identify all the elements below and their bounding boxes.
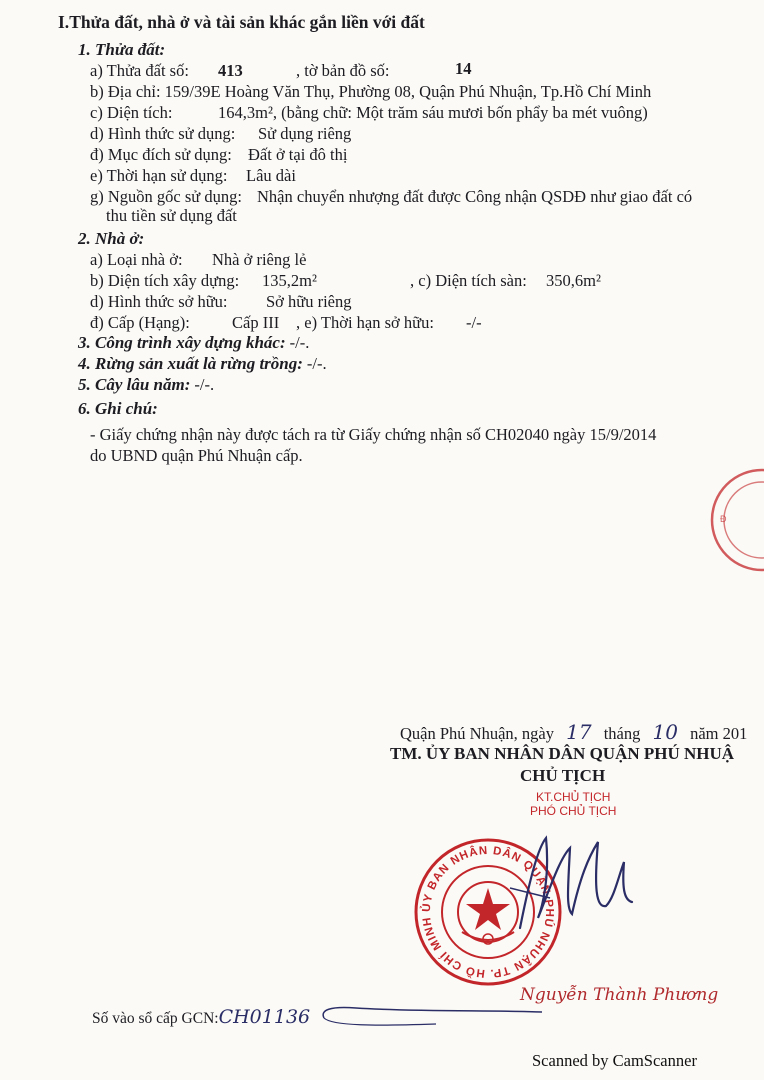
house-e-value: -/- (466, 313, 482, 332)
section-4-value: -/-. (306, 354, 327, 373)
registry-value: CH01136 (218, 1006, 311, 1028)
land-dd-label: đ) Mục đích sử dụng: (90, 145, 232, 164)
house-c-label: , c) Diện tích sàn: (410, 271, 527, 290)
house-a-value: Nhà ở riêng lẻ (212, 250, 307, 269)
land-a-label: a) Thửa đất số: (90, 61, 189, 80)
section-4 (78, 354, 327, 374)
land-b-address: b) Địa chỉ: 159/39E Hoàng Văn Thụ, Phường 08, Quận Phú Nhuận, Tp.Hồ Chí Minh (90, 82, 652, 101)
house-dd-value: Cấp III (232, 313, 280, 332)
scanner-watermark: Scanned by CamScanner (532, 1051, 697, 1070)
land-a-map-value: 14 (455, 59, 472, 78)
house-heading: 2. Nhà ở: (78, 229, 145, 248)
land-c-label: c) Diện tích: (90, 103, 173, 122)
land-dd-value: Đất ở tại đô thị (248, 145, 348, 164)
registry-label: Số vào sổ cấp GCN: (92, 1010, 219, 1027)
section-6-line1: - Giấy chứng nhận này được tách ra từ Giấy chứng nhận số CH02040 ngày 15/9/2014 (90, 425, 657, 444)
document-title (58, 12, 425, 33)
land-a-map-label: , tờ bản đồ số: (296, 61, 390, 80)
land-heading: 1. Thửa đất: (78, 40, 166, 59)
place-date (400, 720, 747, 744)
house-e-label: , e) Thời hạn sở hữu: (296, 313, 434, 332)
partial-seal-edge (700, 462, 764, 578)
house-c-value: 350,6m² (546, 271, 601, 290)
seal-text: ỦY BAN NHÂN DÂN QUẬN PHÚ NHUẬN TP. HỒ CHÍ MINH (420, 844, 556, 980)
registry-line (92, 1006, 310, 1028)
section-5 (78, 375, 214, 395)
land-d-value: Sử dụng riêng (258, 124, 352, 143)
section-3 (78, 333, 309, 353)
title-prefix: I. (58, 12, 70, 32)
place-date-prefix: Quận Phú Nhuận, ngày (400, 724, 554, 743)
date-month: 10 (652, 720, 678, 744)
vice-chairman: PHÓ CHỦ TỊCH (530, 804, 617, 818)
house-b-value: 135,2m² (262, 271, 317, 290)
section-5-heading: 5. Cây lâu năm: (78, 375, 191, 394)
house-d-value: Sở hữu riêng (266, 292, 352, 311)
section-6-heading: 6. Ghi chú: (78, 399, 158, 418)
land-e-value: Lâu dài (246, 166, 296, 185)
section-4-heading: 4. Rừng sản xuất là rừng trồng: (78, 354, 303, 373)
land-d-label: d) Hình thức sử dụng: (90, 124, 236, 143)
signature-scribble (490, 818, 640, 938)
section-5-value: -/-. (194, 375, 215, 394)
house-d-label: d) Hình thức sở hữu: (90, 292, 228, 311)
land-a-value: 413 (218, 61, 243, 80)
land-g-value: Nhận chuyển nhượng đất được Công nhận QSDĐ như giao đất có (257, 187, 693, 206)
signer-name: Nguyễn Thành Phương (520, 985, 719, 1005)
authority-title: TM. ỦY BAN NHÂN DÂN QUẬN PHÚ NHUẬ (390, 744, 735, 763)
section-3-heading: 3. Công trình xây dựng khác: (78, 333, 286, 352)
house-dd-label: đ) Cấp (Hạng): (90, 313, 190, 332)
section-3-value: -/-. (289, 333, 310, 352)
month-label: tháng (603, 724, 641, 743)
year-label: năm 201 (690, 724, 748, 743)
land-c-value: 164,3m², (bằng chữ: Một trăm sáu mươi bốn phẩy ba mét vuông) (218, 103, 648, 122)
kt-chairman: KT.CHỦ TỊCH (536, 790, 611, 804)
section-6-line2: do UBND quận Phú Nhuận cấp. (90, 446, 303, 465)
land-g-label: g) Nguồn gốc sử dụng: (90, 187, 242, 206)
house-b-label: b) Diện tích xây dựng: (90, 271, 240, 290)
svg-text:Đ: Đ (720, 514, 727, 524)
date-day: 17 (566, 720, 592, 744)
chairman-title: CHỦ TỊCH (520, 766, 606, 785)
title-text: Thửa đất, nhà ở và tài sản khác gắn liền với đất (69, 12, 425, 32)
registry-underline (316, 1000, 546, 1030)
land-g-value-2: thu tiền sử dụng đất (106, 206, 237, 225)
land-e-label: e) Thời hạn sử dụng: (90, 166, 228, 185)
house-a-label: a) Loại nhà ở: (90, 250, 183, 269)
